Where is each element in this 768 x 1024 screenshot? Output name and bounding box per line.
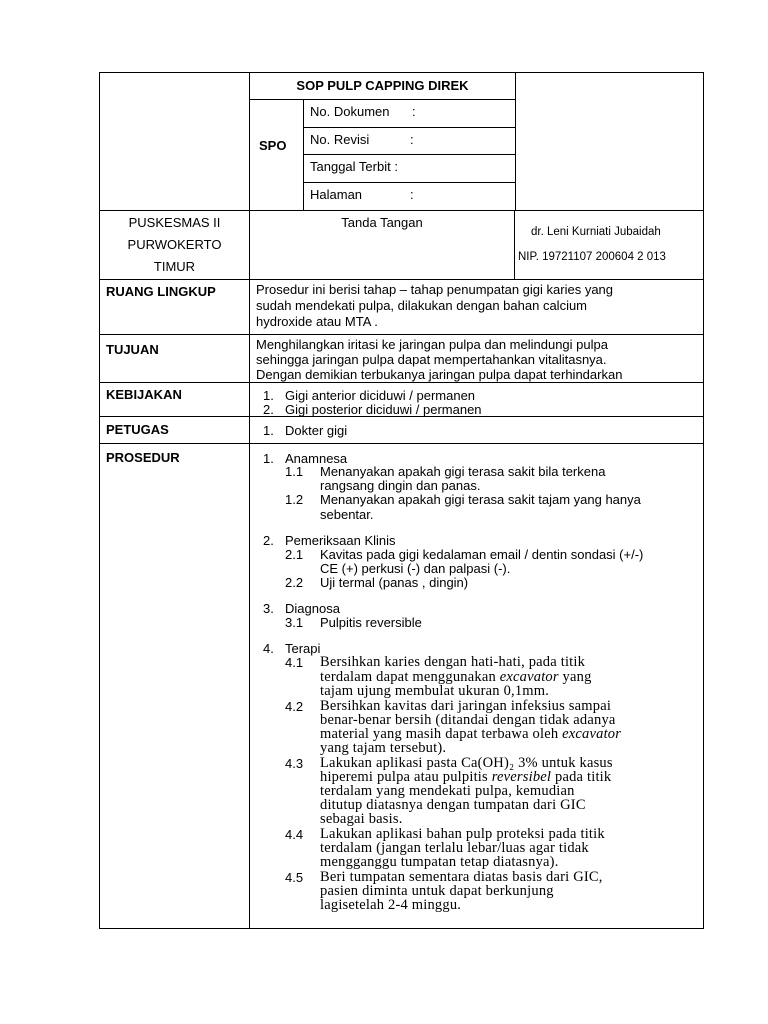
text-run: material yang masih dapat terbawa oleh (320, 726, 559, 742)
prosedur-substep-text: rangsang dingin dan panas. (320, 478, 481, 493)
prosedur-step-title: Diagnosa (285, 601, 340, 616)
divider (99, 443, 704, 444)
tujuan-line: Dengan demikian terbukanya jaringan pulpa dapat terhindarkan (256, 367, 623, 382)
ruang-lingkup-line: sudah mendekati pulpa, dilakukan dengan bahan calcium (256, 298, 588, 313)
prosedur-substep-text: sebentar. (320, 507, 374, 522)
prosedur-substep-text: Beri tumpatan sementara diatas basis dari GIC, (320, 869, 603, 885)
signer-name: dr. Leni Kurniati Jubaidah (531, 226, 661, 238)
table-border-left (99, 72, 100, 929)
table-border-bottom (99, 928, 704, 929)
prosedur-step-number: 1. (263, 451, 274, 466)
field-no-revisi-value: : (410, 132, 414, 147)
kebijakan-item-number: 1. (263, 388, 274, 403)
prosedur-substep-text: Lakukan aplikasi bahan pulp proteksi pada titik (320, 826, 605, 842)
tujuan-line: sehingga jaringan pulpa dapat mempertahankan vitalitasnya. (256, 352, 607, 367)
prosedur-substep-text: CE (+) perkusi (-) dan palpasi (-). (320, 561, 511, 576)
prosedur-substep-number: 4.4 (285, 827, 304, 842)
divider (99, 334, 704, 335)
prosedur-substep-number: 2.1 (285, 547, 304, 562)
organization-name-line: PUSKESMAS II (128, 215, 221, 230)
italic-term: excavator (562, 726, 622, 742)
section-label-petugas: PETUGAS (106, 422, 169, 437)
signer-nip: NIP. 19721107 200604 2 013 (518, 251, 666, 263)
prosedur-substep-text: Kavitas pada gigi kedalaman email / dentin sondasi (+/-) (320, 547, 644, 562)
prosedur-substep-number: 2.2 (285, 575, 304, 590)
prosedur-substep-text: Menanyakan apakah gigi terasa sakit bila terkena (320, 464, 606, 479)
table-border-right (703, 72, 704, 929)
organization-name-line: TIMUR (153, 259, 196, 274)
divider (303, 182, 516, 183)
field-halaman-label: Halaman (310, 187, 363, 202)
divider (303, 127, 516, 128)
prosedur-substep-number: 4.5 (285, 870, 304, 885)
text-run: terdalam dapat menggunakan (320, 669, 496, 685)
prosedur-substep-text: Pulpitis reversible (320, 615, 422, 630)
prosedur-substep-text: ditutup diatasnya dengan tumpatan dari GIC (320, 797, 586, 813)
field-no-dokumen-label: No. Dokumen (310, 104, 390, 119)
kebijakan-item-text: Gigi anterior diciduwi / permanen (285, 388, 476, 403)
divider (99, 382, 704, 383)
field-no-dokumen-value: : (412, 104, 416, 119)
divider (515, 72, 516, 210)
prosedur-step-title: Terapi (285, 641, 321, 656)
text-run: yang (562, 669, 592, 685)
prosedur-substep-text: yang tajam tersebut). (320, 740, 447, 756)
ruang-lingkup-line: Prosedur ini berisi tahap – tahap penumpatan gigi karies yang (256, 282, 614, 297)
organization-name-line: PURWOKERTO (127, 237, 222, 252)
prosedur-step-title: Pemeriksaan Klinis (285, 533, 396, 548)
section-label-kebijakan: KEBIJAKAN (106, 387, 182, 402)
divider (99, 210, 704, 211)
prosedur-substep-text: mengganggu tumpatan tetap diatasnya). (320, 854, 559, 870)
prosedur-substep-text: lagisetelah 2-4 minggu. (320, 897, 462, 913)
field-tanggal-terbit-label: Tanggal Terbit : (310, 159, 398, 174)
prosedur-substep-number: 4.3 (285, 756, 304, 771)
text-run: hiperemi pulpa atau pulpitis (320, 769, 488, 785)
prosedur-step-number: 2. (263, 533, 274, 548)
prosedur-substep-text: Lakukan aplikasi pasta Ca(OH)₂ 3% untuk kasus (320, 755, 613, 771)
prosedur-step-number: 3. (263, 601, 274, 616)
prosedur-substep-text: terdalam (jangan terlalu lebar/luas agar tidak (320, 840, 589, 856)
kebijakan-item-number: 2. (263, 402, 274, 417)
prosedur-substep-number: 4.1 (285, 655, 304, 670)
prosedur-substep-text: Bersihkan kavitas dari jaringan infeksius sampai (320, 698, 612, 714)
tujuan-line: Menghilangkan iritasi ke jaringan pulpa dan melindungi pulpa (256, 337, 608, 352)
section-label-prosedur: PROSEDUR (106, 450, 180, 465)
italic-term: excavator (499, 669, 559, 685)
prosedur-substep-text: pasien diminta untuk dapat berkunjung (320, 883, 554, 899)
prosedur-step-number: 4. (263, 641, 274, 656)
prosedur-step-title: Anamnesa (285, 451, 348, 466)
ruang-lingkup-line: hydroxide atau MTA . (256, 314, 378, 329)
table-border-top (99, 72, 704, 73)
divider (303, 154, 516, 155)
spo-label: SPO (259, 138, 287, 153)
section-label-ruang-lingkup: RUANG LINGKUP (106, 284, 216, 299)
petugas-item-number: 1. (263, 423, 274, 438)
italic-term: reversibel (491, 769, 552, 785)
text-run: pada titik (555, 769, 612, 785)
signature-label: Tanda Tangan (341, 215, 423, 230)
divider (249, 99, 516, 100)
divider (514, 210, 515, 279)
prosedur-substep-text: benar-benar bersih (ditandai dengan tidak adanya (320, 712, 616, 728)
divider (249, 72, 250, 929)
prosedur-substep-text: Menanyakan apakah gigi terasa sakit tajam yang hanya (320, 492, 641, 507)
prosedur-substep-text: Bersihkan karies dengan hati-hati, pada titik (320, 654, 586, 670)
petugas-item-text: Dokter gigi (285, 423, 348, 438)
prosedur-substep-number: 1.1 (285, 464, 304, 479)
prosedur-substep-text: tajam ujung membulat ukuran 0,1mm. (320, 683, 550, 699)
prosedur-substep-number: 4.2 (285, 699, 304, 714)
prosedur-substep-number: 3.1 (285, 615, 304, 630)
prosedur-substep-number: 1.2 (285, 492, 304, 507)
field-halaman-value: : (410, 187, 414, 202)
divider (99, 279, 704, 280)
prosedur-substep-text: terdalam yang mendekati pulpa, kemudian (320, 783, 575, 799)
prosedur-substep-text: sebagai basis. (320, 811, 403, 827)
kebijakan-item-text: Gigi posterior diciduwi / permanen (285, 402, 482, 417)
document-title: SOP PULP CAPPING DIREK (296, 78, 469, 93)
prosedur-substep-text: Uji termal (panas , dingin) (320, 575, 469, 590)
section-label-tujuan: TUJUAN (106, 342, 159, 357)
field-no-revisi-label: No. Revisi (310, 132, 370, 147)
